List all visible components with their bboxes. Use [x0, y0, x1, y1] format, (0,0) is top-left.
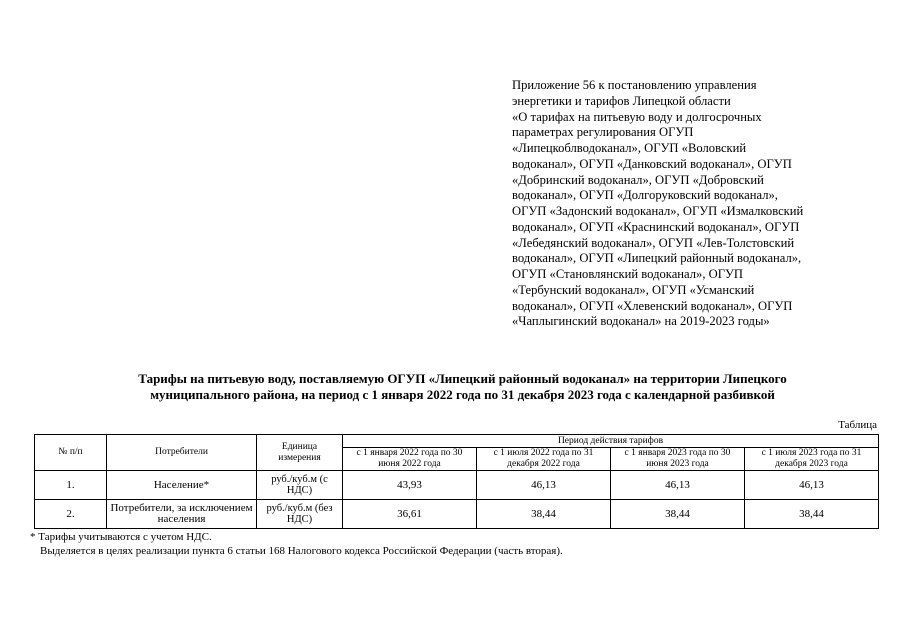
row-value: 46,13 — [611, 471, 745, 500]
row-value: 38,44 — [611, 500, 745, 529]
table-row — [35, 471, 879, 500]
appendix-line: водоканал», ОГУП «Данковский водоканал», ОГУП — [512, 156, 792, 171]
row-num: 1. — [35, 471, 107, 500]
row-value: 46,13 — [477, 471, 611, 500]
appendix-line: параметрах регулирования ОГУП — [512, 125, 694, 140]
header-period-4: с 1 июля 2023 года по 31 декабря 2023 года — [745, 448, 879, 471]
appendix-line: Приложение 56 к постановлению управления — [512, 78, 757, 92]
appendix-line: водоканал», ОГУП «Липецкий районный водоканал», — [512, 251, 802, 266]
appendix-line: ОГУП «Задонский водоканал», ОГУП «Измалковский — [512, 204, 804, 218]
document-title — [40, 371, 885, 403]
appendix-line: водоканал», ОГУП «Долгоруковский водоканал», — [512, 188, 778, 203]
row-value: 43,93 — [343, 471, 477, 500]
appendix-line: «Липецкоблводоканал», ОГУП «Воловский — [512, 141, 747, 155]
title-line-1: Тарифы на питьевую воду, поставляемую ОГУП «Липецкий районный водоканал» на территории Липецкого — [138, 371, 787, 386]
table-row — [35, 500, 879, 529]
row-consumer: Население* — [107, 471, 257, 500]
header-period-2: с 1 июля 2022 года по 31 декабря 2022 года — [477, 448, 611, 471]
footnote-line-2: Выделяется в целях реализации пункта 6 статьи 168 Налогового кодекса Российской Федерации (часть вторая). — [40, 545, 563, 557]
appendix-line: водоканал», ОГУП «Краснинский водоканал», ОГУП — [512, 219, 800, 234]
row-value: 46,13 — [745, 471, 879, 500]
row-value: 36,61 — [343, 500, 477, 529]
appendix-line: водоканал», ОГУП «Хлевенский водоканал», ОГУП — [512, 298, 793, 313]
appendix-line: энергетики и тарифов Липецкой области — [512, 93, 731, 108]
row-consumer: Потребители, за исключением населения — [107, 500, 257, 529]
title-line-2: муниципального района, на период с 1 января 2022 года по 31 декабря 2023 года с календарной разбивкой — [150, 387, 775, 402]
row-value: 38,44 — [477, 500, 611, 529]
header-period-3: с 1 января 2023 года по 30 июня 2023 года — [611, 448, 745, 471]
appendix-line: «Добринский водоканал», ОГУП «Добровский — [512, 172, 764, 187]
header-num: № п/п — [35, 435, 107, 471]
footnote-line-1: * Тарифы учитываются с учетом НДС. — [30, 531, 212, 543]
footnote — [30, 530, 563, 558]
appendix-line: ОГУП «Становлянский водоканал», ОГУП — [512, 267, 744, 281]
tariff-table — [34, 434, 879, 529]
header-period: Период действия тарифов — [343, 435, 879, 448]
appendix-line: «Чаплыгинский водоканал» на 2019-2023 годы» — [512, 314, 770, 329]
header-row — [35, 435, 879, 448]
appendix-note — [512, 78, 877, 330]
row-value: 38,44 — [745, 500, 879, 529]
row-num: 2. — [35, 500, 107, 529]
header-consumers: Потребители — [107, 435, 257, 471]
table-caption: Таблица — [838, 419, 877, 431]
row-unit: руб./куб.м (с НДС) — [257, 471, 343, 500]
row-unit: руб./куб.м (без НДС) — [257, 500, 343, 529]
appendix-line: «Тербунский водоканал», ОГУП «Усманский — [512, 282, 755, 297]
header-unit: Единица измерения — [257, 435, 343, 471]
appendix-line: «Лебедянский водоканал», ОГУП «Лев-Толстовский — [512, 235, 795, 250]
appendix-line: «О тарифах на питьевую воду и долгосрочных — [512, 109, 762, 124]
header-period-1: с 1 января 2022 года по 30 июня 2022 года — [343, 448, 477, 471]
